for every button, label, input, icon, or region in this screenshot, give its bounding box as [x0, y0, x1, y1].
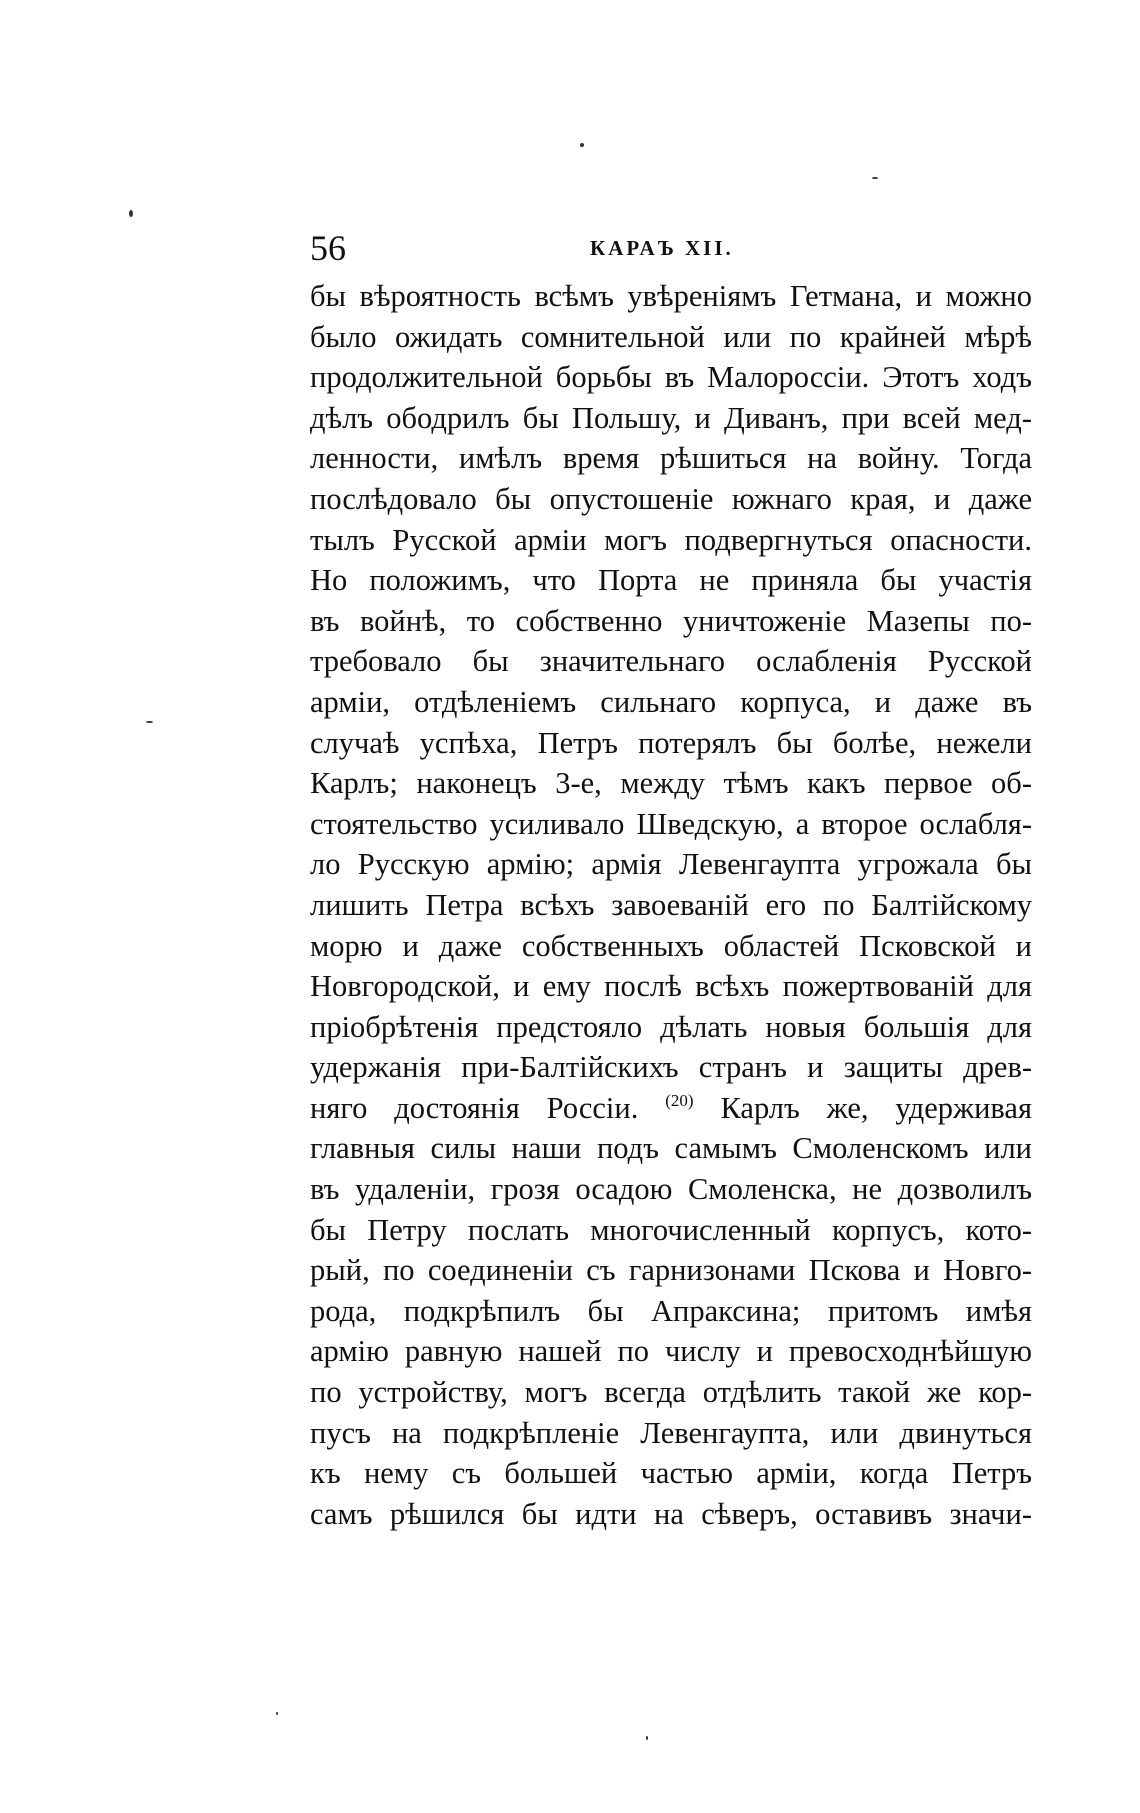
text-segment: Карлъ же, удерживая [720, 1090, 1032, 1125]
text-line: дѣлъ ободрилъ бы Польшу, и Диванъ, при всей мед- [310, 400, 1032, 435]
text-line: морю и даже собственныхъ областей Псковской и [310, 928, 1032, 963]
scan-speck [872, 177, 878, 179]
text-line: арміи, отдѣленіемъ сильнаго корпуса, и даже въ [310, 684, 1032, 719]
text-line: Новгородской, и ему послѣ всѣхъ пожертвованій для [310, 969, 1032, 1004]
footnote-reference: (20) [665, 1090, 694, 1110]
scan-speck [146, 721, 153, 723]
text-line: было ожидать сомнительной или по крайней мѣрѣ [310, 319, 1032, 354]
text-line: въ войнѣ, то собственно уничтоженіе Мазепы по- [310, 603, 1032, 638]
text-line: армію равную нашей по числу и превосходнѣйшую [310, 1334, 1032, 1369]
text-line: къ нему съ большей частью арміи, когда Петръ [310, 1456, 1032, 1491]
text-line: въ удаленіи, грозя осадою Смоленска, не дозволилъ [310, 1172, 1032, 1207]
text-line: Но положимъ, что Порта не приняла бы участія [310, 563, 1032, 598]
text-line: бы Петру послать многочисленный корпусъ, кото- [310, 1212, 1032, 1247]
text-line: по устройству, могъ всегда отдѣлить такой же кор- [310, 1375, 1032, 1410]
running-head: КАРАЪ XII. [590, 236, 734, 260]
text-line: Карлъ; наконецъ 3-е, между тѣмъ какъ первое об- [310, 766, 1032, 801]
page-header [310, 226, 1032, 270]
text-line: пріобрѣтенія предстояло дѣлать новыя большія для [310, 1009, 1032, 1044]
text-line: ленности, имѣлъ время рѣшиться на войну. Тогда [310, 441, 1032, 476]
text-line: стоятельство усиливало Шведскую, а второе ослабля- [310, 806, 1032, 841]
body-text [310, 276, 1032, 1534]
text-line: послѣдовало бы опустошеніе южнаго края, и даже [310, 481, 1032, 516]
text-line: удержанія при-Балтійскихъ странъ и защиты древ- [310, 1050, 1032, 1085]
page-number: 56 [310, 228, 346, 268]
text-line: тылъ Русской арміи могъ подвергнуться опасности. [310, 522, 1032, 557]
text-line: рода, подкрѣпилъ бы Апраксина; притомъ имѣя [310, 1293, 1032, 1328]
scan-speck [580, 143, 584, 147]
text-line: пусъ на подкрѣпленіе Левенгаупта, или двинуться [310, 1415, 1032, 1450]
text-line: случаѣ успѣха, Петръ потерялъ бы болѣе, нежели [310, 725, 1032, 760]
scan-speck [129, 210, 133, 217]
text-segment: няго достоянія Россіи. [310, 1090, 639, 1125]
text-line: главныя силы наши подъ самымъ Смоленскомъ или [310, 1131, 1032, 1166]
scan-speck [276, 1712, 278, 1715]
text-line: бы вѣроятность всѣмъ увѣреніямъ Гетмана, и можно [310, 279, 1032, 313]
text-line: продолжительной борьбы въ Малороссіи. Этотъ ходъ [310, 360, 1032, 395]
text-line-with-footnote [310, 1088, 1032, 1129]
scan-speck [646, 1736, 648, 1740]
text-line: ло Русскую армію; армія Левенгаупта угрожала бы [310, 847, 1032, 882]
text-line: рый, по соединеніи съ гарнизонами Пскова и Новго- [310, 1253, 1032, 1288]
text-line: требовало бы значительнаго ослабленія Русской [310, 644, 1032, 679]
text-line: самъ рѣшился бы идти на сѣверъ, оставивъ значи- [310, 1496, 1032, 1531]
text-line: лишить Петра всѣхъ завоеваній его по Балтійскому [310, 887, 1032, 922]
